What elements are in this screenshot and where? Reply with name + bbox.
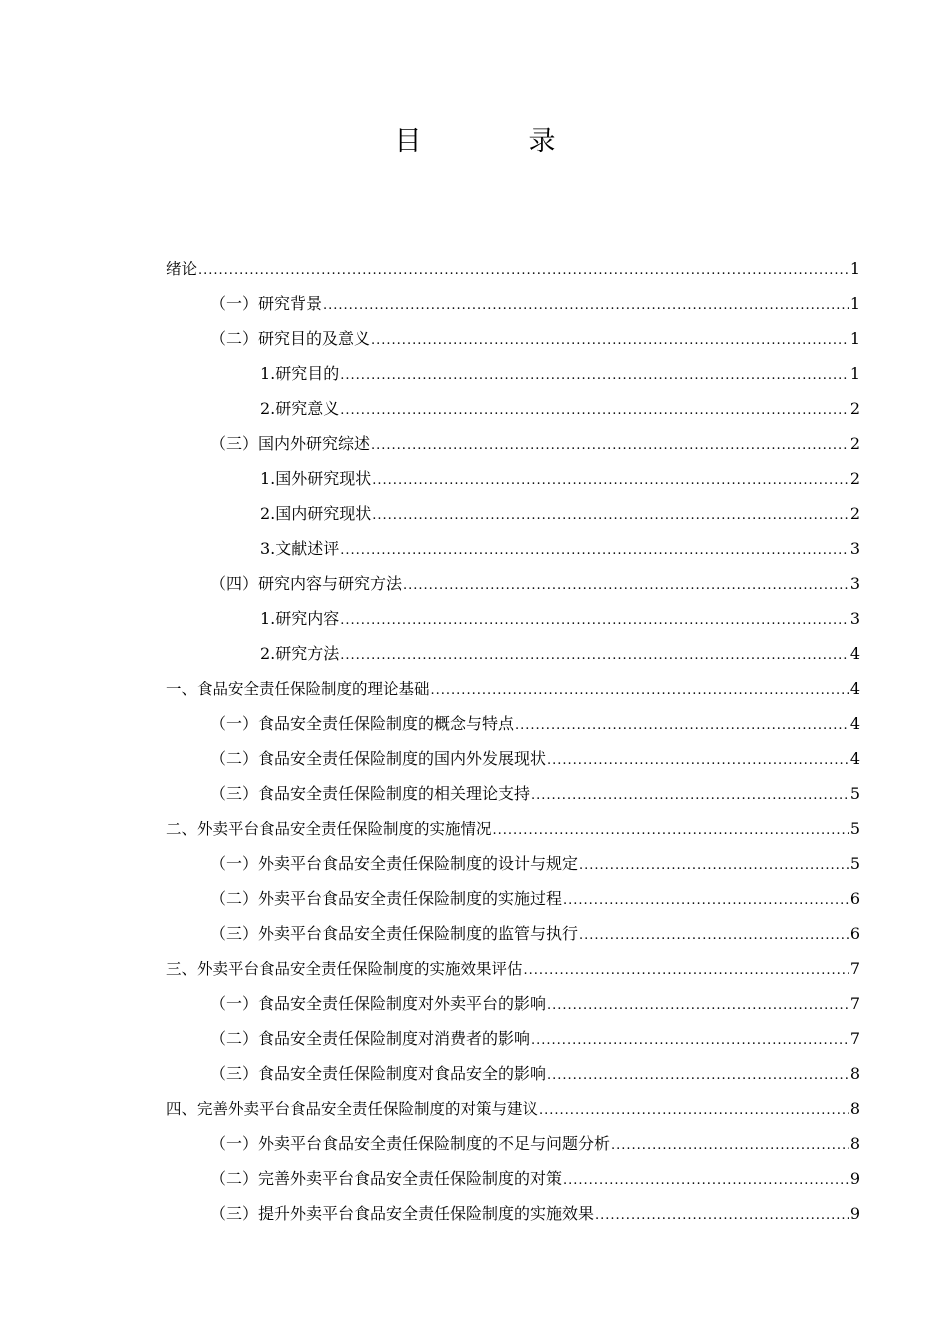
toc-entry-label: （二）研究目的及意义 xyxy=(210,329,371,348)
toc-entry-label: （一）外卖平台食品安全责任保险制度的设计与规定 xyxy=(210,854,579,873)
toc-entry-label: （三）食品安全责任保险制度对食品安全的影响 xyxy=(210,1064,547,1083)
toc-entry-label: （一）食品安全责任保险制度的概念与特点 xyxy=(210,714,515,733)
toc-entry-label: （一）外卖平台食品安全责任保险制度的不足与问题分析 xyxy=(210,1134,611,1153)
toc-page-number: 3 xyxy=(849,609,860,628)
toc-dot-leader xyxy=(198,253,849,288)
toc-entry[interactable] xyxy=(166,1091,860,1126)
toc-entry-label: （二）食品安全责任保险制度的国内外发展现状 xyxy=(210,749,547,768)
toc-entry-label: （二）食品安全责任保险制度对消费者的影响 xyxy=(210,1029,531,1048)
toc-page-number: 5 xyxy=(849,784,860,803)
table-of-contents xyxy=(166,251,860,1231)
toc-entry-label: 绪论 xyxy=(166,260,198,278)
toc-entry[interactable] xyxy=(166,951,860,986)
toc-entry[interactable] xyxy=(166,321,860,356)
toc-page-number: 5 xyxy=(849,854,860,873)
toc-page-number: 1 xyxy=(849,364,860,383)
toc-page-number: 9 xyxy=(849,1204,860,1223)
toc-dot-leader xyxy=(595,1198,849,1233)
toc-entry-label: （四）研究内容与研究方法 xyxy=(210,574,403,593)
toc-page-number: 8 xyxy=(849,1064,860,1083)
toc-entry-label: 1.研究内容 xyxy=(260,609,340,628)
toc-dot-leader xyxy=(579,848,849,883)
toc-page-number: 1 xyxy=(849,294,860,313)
toc-entry[interactable] xyxy=(166,846,860,881)
toc-page-number: 5 xyxy=(849,819,860,838)
toc-page-number: 3 xyxy=(849,574,860,593)
toc-page-number: 2 xyxy=(849,399,860,418)
toc-entry-label: 一、食品安全责任保险制度的理论基础 xyxy=(166,680,430,698)
toc-page-number: 2 xyxy=(849,434,860,453)
toc-page-number: 2 xyxy=(849,469,860,488)
toc-dot-leader xyxy=(340,358,849,393)
toc-page-number: 6 xyxy=(849,924,860,943)
toc-entry-label: （三）外卖平台食品安全责任保险制度的监管与执行 xyxy=(210,924,579,943)
toc-dot-leader xyxy=(340,603,849,638)
toc-entry-label: （二）外卖平台食品安全责任保险制度的实施过程 xyxy=(210,889,563,908)
toc-entry-label: 2.国内研究现状 xyxy=(260,504,372,523)
toc-page-number: 4 xyxy=(849,644,860,663)
toc-entry[interactable] xyxy=(166,776,860,811)
toc-entry-label: （三）提升外卖平台食品安全责任保险制度的实施效果 xyxy=(210,1204,595,1223)
toc-dot-leader xyxy=(323,288,849,323)
toc-title: 目 录 xyxy=(394,126,596,157)
toc-entry[interactable] xyxy=(166,706,860,741)
toc-page-number: 2 xyxy=(849,504,860,523)
toc-entry[interactable] xyxy=(166,356,860,391)
toc-dot-leader xyxy=(403,568,849,603)
toc-entry-label: （一）研究背景 xyxy=(210,294,323,313)
toc-dot-leader xyxy=(372,498,849,533)
toc-entry[interactable] xyxy=(166,426,860,461)
toc-dot-leader xyxy=(371,323,849,358)
toc-dot-leader xyxy=(340,393,849,428)
toc-entry[interactable] xyxy=(166,636,860,671)
toc-entry[interactable] xyxy=(166,601,860,636)
toc-entry[interactable] xyxy=(166,1196,860,1231)
toc-entry-label: （二）完善外卖平台食品安全责任保险制度的对策 xyxy=(210,1169,563,1188)
toc-entry-label: 二、外卖平台食品安全责任保险制度的实施情况 xyxy=(166,820,492,838)
toc-entry-label: （三）国内外研究综述 xyxy=(210,434,371,453)
toc-page-number: 1 xyxy=(849,259,860,278)
toc-page-number: 8 xyxy=(849,1134,860,1153)
toc-entry-label: 2.研究意义 xyxy=(260,399,340,418)
toc-entry[interactable] xyxy=(166,1021,860,1056)
toc-entry[interactable] xyxy=(166,671,860,706)
toc-page-number: 4 xyxy=(849,679,860,698)
toc-dot-leader xyxy=(515,708,849,743)
toc-page-number: 7 xyxy=(849,959,860,978)
toc-dot-leader xyxy=(340,533,849,568)
toc-entry[interactable] xyxy=(166,531,860,566)
toc-page-number: 8 xyxy=(849,1099,860,1118)
toc-entry[interactable] xyxy=(166,811,860,846)
toc-page-number: 1 xyxy=(849,329,860,348)
toc-entry[interactable] xyxy=(166,1056,860,1091)
toc-entry-label: 三、外卖平台食品安全责任保险制度的实施效果评估 xyxy=(166,960,523,978)
toc-entry-label: 3.文献述评 xyxy=(260,539,340,558)
toc-entry[interactable] xyxy=(166,566,860,601)
toc-dot-leader xyxy=(524,953,849,988)
toc-entry[interactable] xyxy=(166,286,860,321)
toc-dot-leader xyxy=(371,428,849,463)
toc-page-number: 4 xyxy=(849,714,860,733)
toc-entry[interactable] xyxy=(166,986,860,1021)
toc-entry[interactable] xyxy=(166,881,860,916)
toc-dot-leader xyxy=(372,463,849,498)
toc-dot-leader xyxy=(547,1058,849,1093)
toc-dot-leader xyxy=(431,673,849,708)
toc-dot-leader xyxy=(493,813,849,848)
toc-entry-label: 2.研究方法 xyxy=(260,644,340,663)
toc-entry-label: （三）食品安全责任保险制度的相关理论支持 xyxy=(210,784,531,803)
toc-entry[interactable] xyxy=(166,1161,860,1196)
toc-dot-leader xyxy=(563,1163,849,1198)
toc-dot-leader xyxy=(340,638,849,673)
toc-dot-leader xyxy=(563,883,849,918)
toc-dot-leader xyxy=(547,743,849,778)
toc-page-number: 7 xyxy=(849,994,860,1013)
toc-page-number: 9 xyxy=(849,1169,860,1188)
toc-entry[interactable] xyxy=(166,916,860,951)
toc-dot-leader xyxy=(579,918,849,953)
toc-page-number: 6 xyxy=(849,889,860,908)
toc-entry-label: 四、完善外卖平台食品安全责任保险制度的对策与建议 xyxy=(166,1100,539,1118)
toc-entry[interactable] xyxy=(166,741,860,776)
toc-entry[interactable] xyxy=(166,391,860,426)
toc-dot-leader xyxy=(531,778,849,813)
toc-page-number: 3 xyxy=(849,539,860,558)
toc-dot-leader xyxy=(547,988,849,1023)
toc-dot-leader xyxy=(611,1128,849,1163)
toc-entry[interactable] xyxy=(166,1126,860,1161)
toc-dot-leader xyxy=(539,1093,849,1128)
toc-entry-label: （一）食品安全责任保险制度对外卖平台的影响 xyxy=(210,994,547,1013)
toc-page-number: 7 xyxy=(849,1029,860,1048)
toc-entry[interactable] xyxy=(166,496,860,531)
toc-entry-label: 1.国外研究现状 xyxy=(260,469,372,488)
toc-page-number: 4 xyxy=(849,749,860,768)
toc-entry[interactable] xyxy=(166,461,860,496)
toc-entry[interactable] xyxy=(166,251,860,286)
toc-entry-label: 1.研究目的 xyxy=(260,364,340,383)
toc-dot-leader xyxy=(531,1023,849,1058)
